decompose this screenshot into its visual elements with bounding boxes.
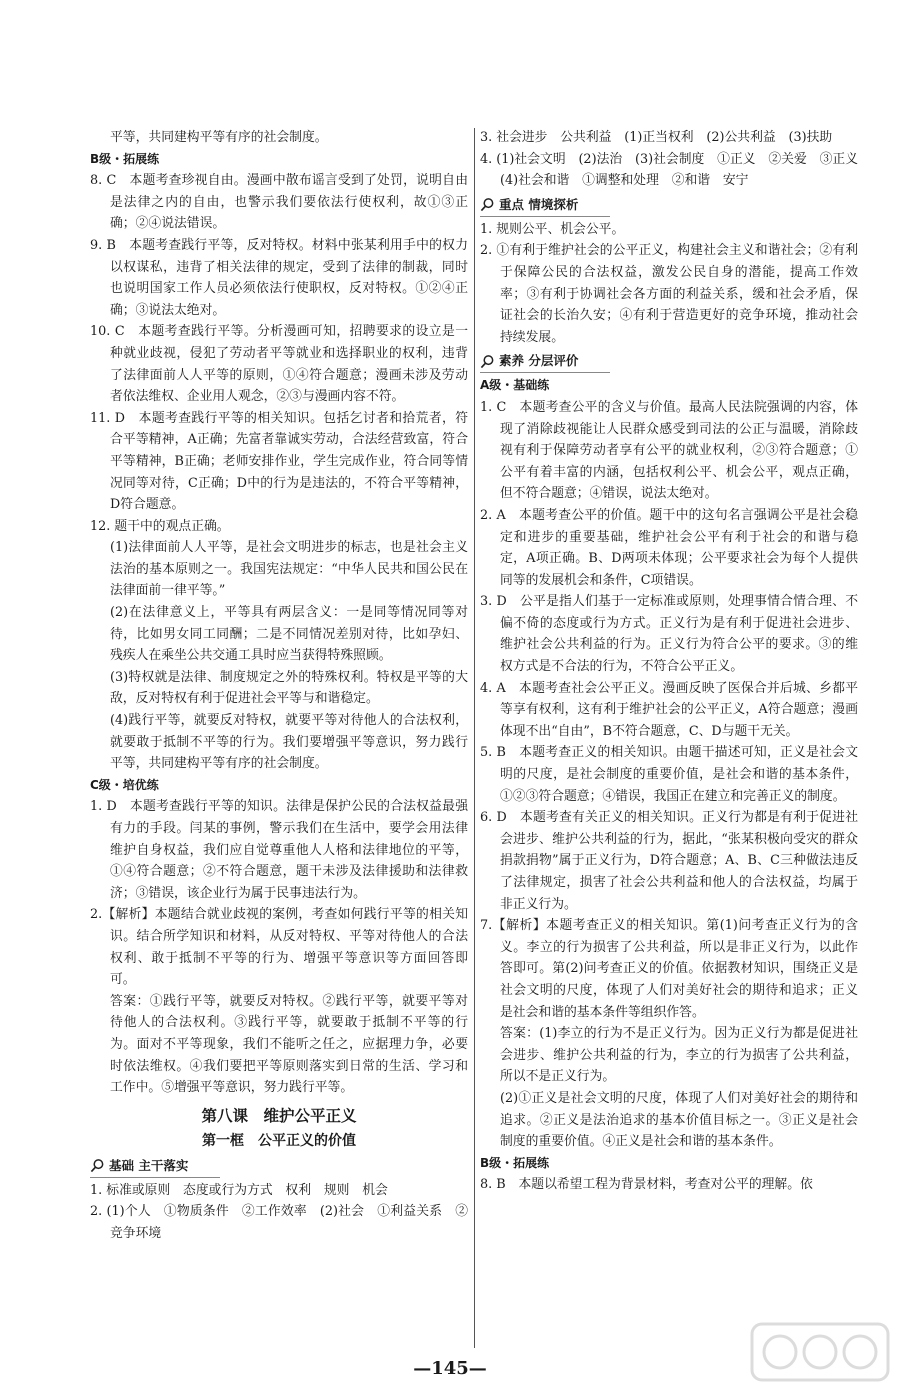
answer-a4: 4. A 本题考查社会公平正义。漫画反映了医保合并后城、乡都平等享有权利，这有利于维护社会的公平正义，A符合题意；漫画体现不出“自由”，B不符合题意，C、D与题干无关。 [480,680,858,739]
answer-12-point-2: (2)在法律意义上，平等具有两层含义：一是同等情况同等对待，比如男女同工同酬；二是不同情况差别对待，比如孕妇、残疾人在乘坐公共交通工具时应当获得特殊照顾。 [110,605,468,664]
section-quality-label: 素养 分层评价 [499,353,579,369]
answer-12-head: 12. 题干中的观点正确。 [90,518,230,534]
level-c-heading: C级・培优练 [90,777,159,792]
page-number: —145— [413,1358,487,1379]
focus-2: 2. ①有利于维护社会的公平正义，构建社会主义和谐社会；②有利于保障公民的合法权益，激发公民自身的潜能，提高工作效率；③有利于协调社会各方面的利益关系，缓和社会矛盾，保证社会的长治久安；④有利于营造更好的竞争环境，推动社会持续发展。 [480,243,858,345]
basic-3: 3. 社会进步 公共利益 (1)正当权利 (2)公共利益 (3)扶助 [480,130,833,145]
level-b-heading-right: B级・拓展练 [480,1155,550,1170]
left-column [90,127,468,1245]
answer-c1: 1. D 本题考查践行平等的知识。法律是保护公民的合法权益最强有力的手段。闫某的事例，警示我们在生活中，要学会用法律维护自身权益，我们应自觉尊重他人人格和法律地位的平等，①④符合题意；②不符合题意，题干未涉及法律援助和法律救济；③错误，该企业行为属于民事违法行为。 [90,799,468,901]
answer-a1: 1. C 本题考查公平的含义与价值。最高人民法院强调的内容，体现了消除歧视能让人民群众感受到司法的公正与温暖，消除歧视有利于保障劳动者享有公平的就业权利，②③符合题意；①公平有着丰富的内涵，包括权利公平、机会公平，观点正确，但不符合题意；④错误，说法太绝对。 [480,399,858,502]
section-basic-label: 基础 主干落实 [109,1157,189,1173]
frame-title: 第一框 公平正义的价值 [202,1132,356,1149]
focus-1: 1. 规则公平、机会公平。 [480,221,625,237]
answer-11: 11. D 本题考查践行平等的相关知识。包括乞讨者和拾荒者，符合平等精神，A正确；先富者靠诚实劳动，合法经营致富，符合平等精神，B正确；老师安排作业，学生完成作业，符合同等情况同等对待，C正确；D中的行为是违法的，不符合平等精神，D符合题意。 [90,410,468,513]
section-quality-heading [480,350,610,373]
continuation-line: 平等，共同建构平等有序的社会制度。 [110,130,328,145]
level-a-heading: A级・基础练 [480,378,550,393]
answer-9: 9. B 本题考查践行平等，反对特权。材料中张某利用手中的权力以权谋私，违背了相关法律的规定，受到了法律的制裁，同时也说明国家工作人员必须依法行使职权，反对特权。①②④正确；③说法太绝对。 [90,237,468,318]
lesson-title: 第八课 维护公平正义 [201,1105,357,1125]
answer-12-point-1: (1)法律面前人人平等，是社会文明进步的标志，也是社会主义法治的基本原则之一。我国宪法规定：“中华人民共和国公民在法律面前一律平等。” [110,540,468,599]
basic-4: 4. (1)社会文明 (2)法治 (3)社会制度 ①正义 ②关爱 ③正义 (4)社会和谐 ①调整和处理 ②和谐 安宁 [480,151,871,189]
basic-2: 2. (1)个人 ①物质条件 ②工作效率 (2)社会 ①利益关系 ②竞争环境 [90,1204,468,1241]
right-column [480,127,871,1196]
answer-a3: 3. D 公平是指人们基于一定标准或原则，处理事情合情合理、不偏不倚的态度或行为方式。正义行为是有利于促进社会进步、维护社会公共利益的行为。正义行为符合公平的要求。③的维权方式是不合法的行为，不符合公平正义。 [480,594,858,675]
section-basic-heading [90,1155,220,1178]
magnifier-icon [90,1158,105,1173]
answer-a2: 2. A 本题考查公平的价值。题干中的这句名言强调公平是社会稳定和进步的重要基础，维护社会公平有利于社会的和谐与稳定，A项正确。B、D两项未体现；公平要求社会为每个人提供同等的发展机会和条件，C项错误。 [480,507,858,588]
basic-1: 1. 标准或原则 态度或行为方式 权利 规则 机会 [90,1182,388,1198]
answer-10: 10. C 本题考查践行平等。分析漫画可知，招聘要求的设立是一种就业歧视，侵犯了劳动者平等就业和选择职业的权利，违背了法律面前人人平等的原则，①④符合题意；漫画未涉及劳动者依法维权、企业用人观念，②③与漫画内容不符。 [90,324,468,405]
answer-a7: 7.【解析】本题考查正义的相关知识。第(1)问考查正义行为的含义。李立的行为损害了公共利益，所以是非正义行为，以此作答即可。第(2)问考查正义的价值。依据教材知识，围绕正义是社会文明的尺度，体现了人们对美好社会的期待和追求；正义是社会和谐的基本条件等组织作答。 [480,918,858,1020]
answer-a6: 6. D 本题考查有关正义的相关知识。正义行为都是有利于促进社会进步、维护公共利益的行为，据此，“张某积极向受灾的群众捐款捐物”属于正义行为，D符合题意；A、B、C三种做法违反了法律规定，损害了社会公共利益和他人的合法权益，均属于非正义行为。 [480,810,858,912]
watermark-logo [750,1322,890,1382]
level-b-heading: B级・拓展练 [90,151,160,166]
magnifier-icon [480,197,495,212]
answer-c2-answer: 答案：①践行平等，就要反对特权。②践行平等，就要平等对待他人的合法权利。③践行平等，就要敢于抵制不平等的行为。面对不平等现象，我们不能听之任之，应据理力争，必要时依法维权。④我们要把平等原则落实到日常的生活、学习和工作中。⑤增强平等意识，努力践行平等。 [110,993,468,1096]
section-focus-label: 重点 情境探析 [499,196,579,212]
answer-12-point-4: (4)践行平等，就要反对特权，就要平等对待他人的合法权利，就要敢于抵制不平等的行为。我们要增强平等意识，努力践行平等，共同建构平等有序的社会制度。 [110,713,468,772]
answer-a7-answer: 答案：(1)李立的行为不是正义行为。因为正义行为都是促进社会进步、维护公共利益的行为，李立的行为损害了公共利益，所以不是正义行为。 [500,1026,858,1085]
answer-a7-answer-2: (2)①正义是社会文明的尺度，体现了人们对美好社会的期待和追求。②正义是法治追求的基本价值目标之一。③正义是社会制度的重要价值。④正义是社会和谐的基本条件。 [500,1090,858,1150]
answer-b8: 8. B 本题以希望工程为背景材料，考查对公平的理解。依 [480,1177,813,1193]
answer-c2: 2.【解析】本题结合就业歧视的案例，考查如何践行平等的相关知识。结合所学知识和材料，从反对特权、平等对待他人的合法权利、敢于抵制不平等的行为、增强平等意识等方面回答即可。 [90,907,468,988]
section-focus-heading [480,194,610,217]
column-divider [474,128,475,1348]
answer-8: 8. C 本题考查珍视自由。漫画中散布谣言受到了处罚，说明自由是法律之内的自由，也警示我们要依法行使权利，故①③正确；②④说法错误。 [90,173,468,232]
magnifier-icon [480,354,495,369]
answer-12-point-3: (3)特权就是法律、制度规定之外的特殊权利。特权是平等的大敌，反对特权有利于促进社会平等与和谐稳定。 [110,669,468,707]
answer-a5: 5. B 本题考查正义的相关知识。由题干描述可知，正义是社会文明的尺度，是社会制度的重要价值，是社会和谐的基本条件，①②③符合题意；④错误，我国正在建立和完善正义的制度。 [480,745,858,804]
